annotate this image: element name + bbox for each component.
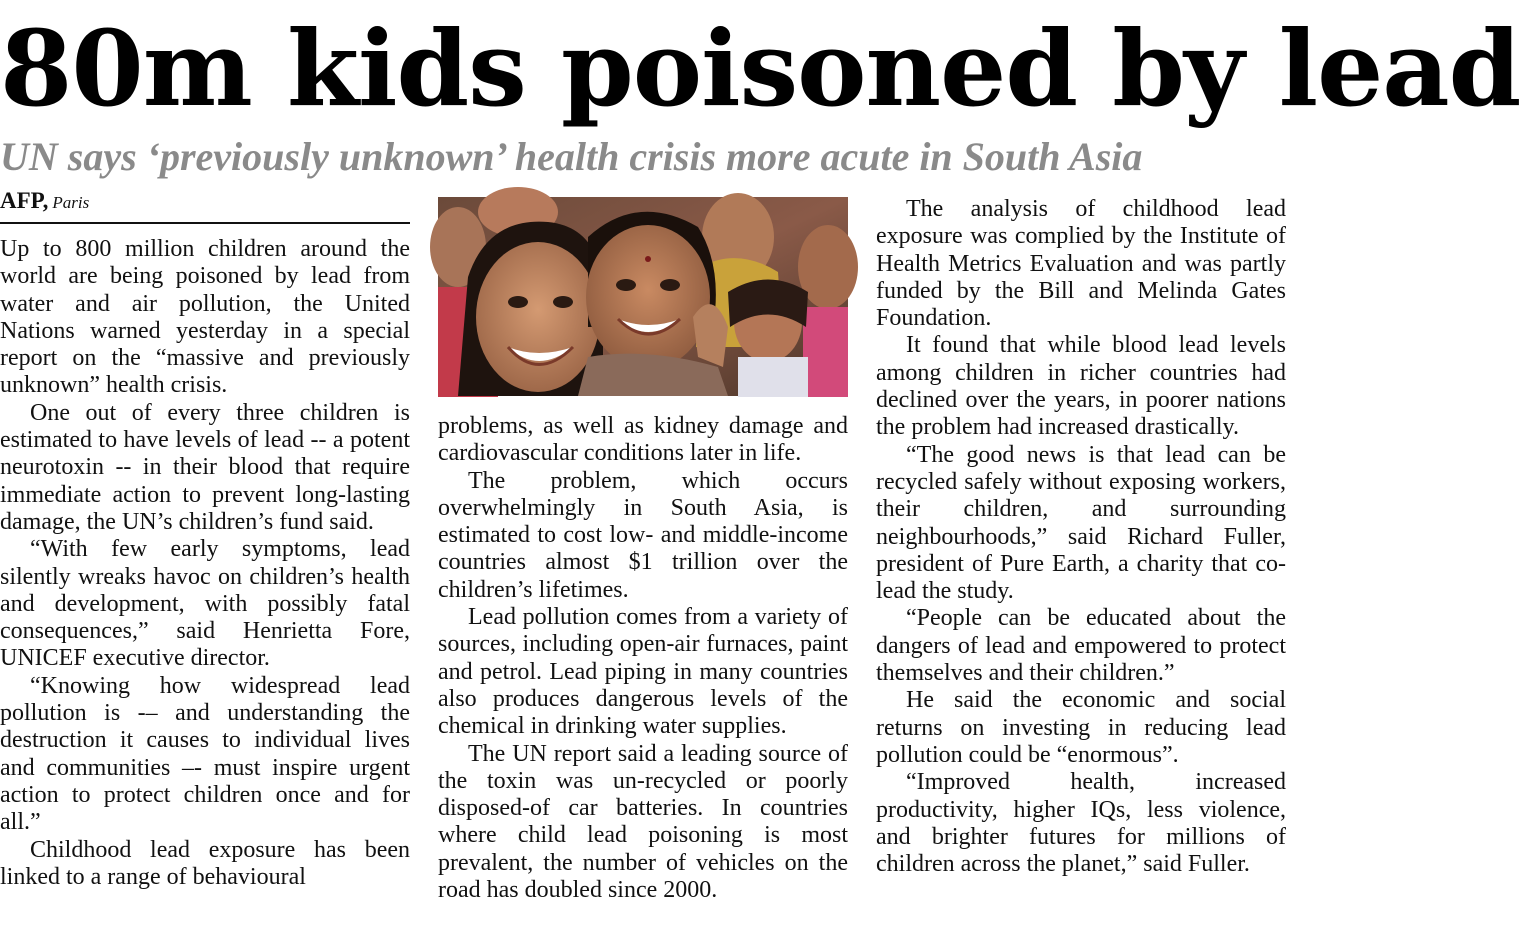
paragraph: The analysis of childhood lead exposure was complied by the Institute of Health Metrics Evaluation and was partly funded by the Bill and Melinda Gates Foundation. (876, 196, 1286, 332)
paragraph: “Improved health, increased productivity, higher IQs, less violence, and brighter futures for millions of children across the planet,” said Fuller. (876, 769, 1286, 878)
paragraph: Lead pollution comes from a variety of sources, including open-air furnaces, paint and petrol. Lead piping in many countries also produces dangerous levels of the chemical in drinking water supplies. (438, 604, 848, 740)
article-column-3 (876, 196, 1286, 878)
photo-illustration (438, 197, 848, 396)
paragraph: Childhood lead exposure has been linked to a range of behavioural (0, 836, 410, 890)
paragraph: It found that while blood lead levels among children in richer countries had declined over the years, in poorer nations the problem had increased drastically. (876, 332, 1286, 441)
byline-city: Paris (52, 193, 90, 212)
paragraph: “The good news is that lead can be recycled safely without exposing workers, their children, and surrounding neighbourhoods,” said Richard Fuller, president of Pure Earth, a charity that co-lead the study. (876, 441, 1286, 605)
paragraph: “Knowing how widespread lead pollution is -– and understanding the destruction it causes to individual lives and communities –- must inspire urgent action to protect children once and for all.” (0, 672, 410, 836)
byline-rule (0, 222, 410, 224)
headline: 80m kids poisoned by lead (0, 7, 1520, 130)
subheadline: UN says ‘previously unknown’ health crisis more acute in South Asia (0, 134, 1143, 179)
paragraph: “With few early symptoms, lead silently wreaks havoc on children’s health and development, with possibly fatal consequences,” said Henrietta Fore, UNICEF executive director. (0, 536, 410, 672)
children-smiling-photo (438, 197, 848, 396)
paragraph: “People can be educated about the dangers of lead and empowered to protect themselves and their children.” (876, 605, 1286, 687)
paragraph: The UN report said a leading source of the toxin was un-recycled or poorly disposed-of car batteries. In countries where child lead poisoning is most prevalent, the number of vehicles on the road has doubled since 2000. (438, 740, 848, 904)
paragraph: problems, as well as kidney damage and cardiovascular conditions later in life. (438, 413, 848, 467)
paragraph: He said the economic and social returns on investing in reducing lead pollution could be “enormous”. (876, 687, 1286, 768)
paragraph: One out of every three children is estimated to have levels of lead -- a potent neurotoxin -- in their blood that require immediate action to prevent long-lasting damage, the UN’s children’s fund said. (0, 399, 410, 535)
byline (0, 188, 410, 222)
article-column-1 (0, 236, 410, 891)
paragraph: Up to 800 million children around the world are being poisoned by lead from water and air pollution, the United Nations warned yesterday in a special report on the “massive and previously unknown” health crisis. (0, 236, 410, 399)
byline-agency: AFP, (0, 188, 49, 213)
article-column-2 (438, 413, 848, 904)
paragraph: The problem, which occurs overwhelmingly in South Asia, is estimated to cost low- and middle-income countries almost $1 trillion over the children’s lifetimes. (438, 467, 848, 603)
